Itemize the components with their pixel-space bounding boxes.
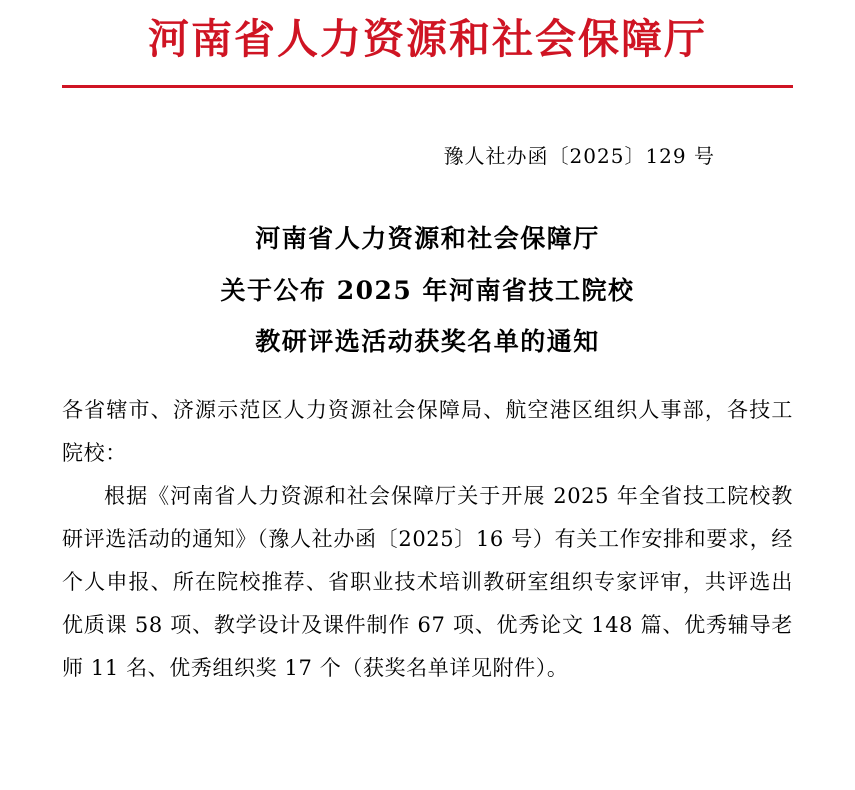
letterhead-divider-rule [62, 85, 793, 88]
document-body [62, 389, 793, 690]
document-title-line-1: 河南省人力资源和社会保障厅 [255, 224, 600, 254]
body-paragraph-1: 根据《河南省人力资源和社会保障厅关于开展 2025 年全省技工院校教研评选活动的通知》（豫人社办函〔2025〕16 号）有关工作安排和要求，经个人申报、所在院校推荐、省职业技术培训教研室组织专家评审，共评选出优质课 58 项、教学设计及课件制作 67 项、优秀论文 148 篇、优秀辅导老师 11 名、优秀组织奖 17 个（获奖名单详见附件）。 [62, 484, 793, 681]
document-title-line-2: 关于公布 2025 年河南省技工院校 [220, 275, 635, 305]
letterhead [62, 0, 793, 88]
document-title-line-3: 教研评选活动获奖名单的通知 [255, 326, 600, 356]
document-number: 豫人社办函〔2025〕129 号 [443, 144, 715, 169]
document-title-block [62, 213, 793, 367]
letterhead-organization-title: 河南省人力资源和社会保障厅 [148, 15, 707, 63]
recipient-line: 各省辖市、济源示范区人力资源社会保障局、航空港区组织人事部，各技工院校： [62, 398, 793, 466]
